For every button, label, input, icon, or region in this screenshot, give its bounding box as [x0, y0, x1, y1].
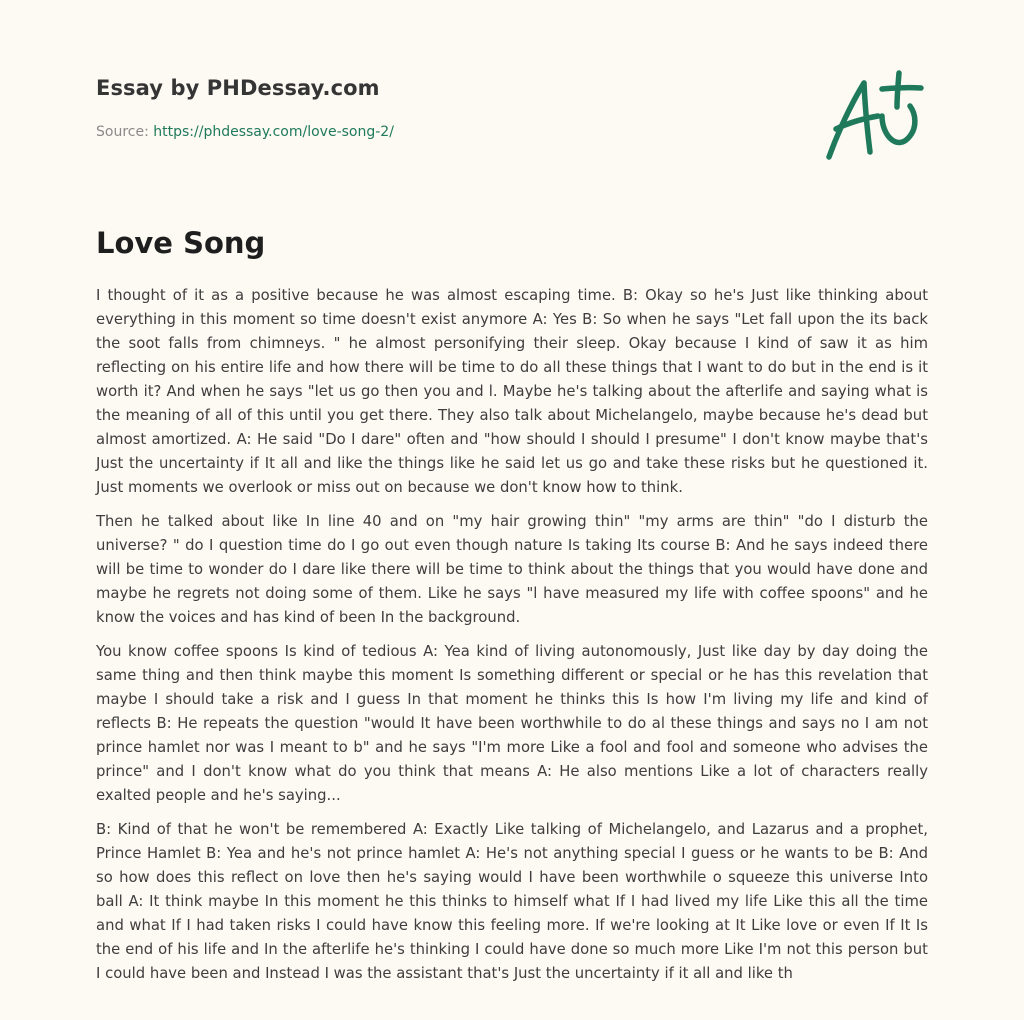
essay-body [96, 284, 928, 996]
essay-paragraph: Then he talked about like In line 40 and on "my hair growing thin" "my arms are thin" "do I disturb the universe? " do I question time do I go out even though nature Is taking Its course B: And he says indeed there will be time to wonder do I dare like there will be time to think about the things that you would have done and maybe he regrets not doing some of them. Like he says "l have measured my life with coffee spoons" and he know the voices and has kind of been In the background. [96, 513, 928, 626]
essay-paragraph: I thought of it as a positive because he was almost escaping time. B: Okay so he's Just like thinking about everything in this moment so time doesn't exist anymore A: Yes B: So when he says "Let fall upon the its back the soot falls from chimneys. " he almost personifying their sleep. Okay because I kind of saw it as him reflecting on his entire life and how there will be time to do all these things that I want to do but in the end is it worth it? And when he says "let us go then you and l. Maybe he's talking about the afterlife and saying what is the meaning of all of this until you get there. They also talk about Michelangelo, maybe because he's dead but almost amortized. A: He said "Do I dare" often and "how should I should I presume" I don't know maybe that's Just the uncertainty if It all and like the things like he said let us go and take these risks but he questioned it. Just moments we overlook or miss out on because we don't know how to think. [96, 287, 928, 496]
source-link[interactable]: https://phdessay.com/love-song-2/ [153, 124, 394, 140]
essay-title: Love Song [96, 226, 266, 260]
a-plus-grade-icon [820, 66, 928, 166]
essay-paragraph: You know coffee spoons Is kind of tedious A: Yea kind of living autonomously, Just like day by day doing the same thing and then think maybe this moment Is something different or special or he has this revelation that maybe I should take a risk and I guess In that moment he thinks this Is how I'm living my life and kind of reflects B: He repeats the question "would It have been worthwhile to do al these things and says no I am not prince hamlet nor was I meant to b" and he says "I'm more Like a fool and fool and someone who advises the prince" and I don't know what do you think that means A: He also mentions Like a lot of characters really exalted people and he's saying... [96, 643, 928, 804]
source-line [96, 124, 394, 140]
site-brand: Essay by PHDessay.com [96, 76, 380, 100]
source-label: Source: [96, 124, 149, 140]
essay-paragraph: B: Kind of that he won't be remembered A: Exactly Like talking of Michelangelo, and Lazarus and a prophet, Prince Hamlet B: Yea and he's not prince hamlet A: He's not anything special I guess or he wants to be B: And so how does this reflect on love then he's saying would I have been worthwhile o squeeze this universe Into ball A: It think maybe In this moment he this thinks to himself what If I had lived my life Like this all the time and what If I had taken risks I could have know this feeling more. If we're looking at It Like love or even If It Is the end of his life and In the afterlife he's thinking I could have done so much more Like I'm not this person but I could have been and Instead I was the assistant that's Just the uncertainty if it all and like th [96, 821, 928, 982]
